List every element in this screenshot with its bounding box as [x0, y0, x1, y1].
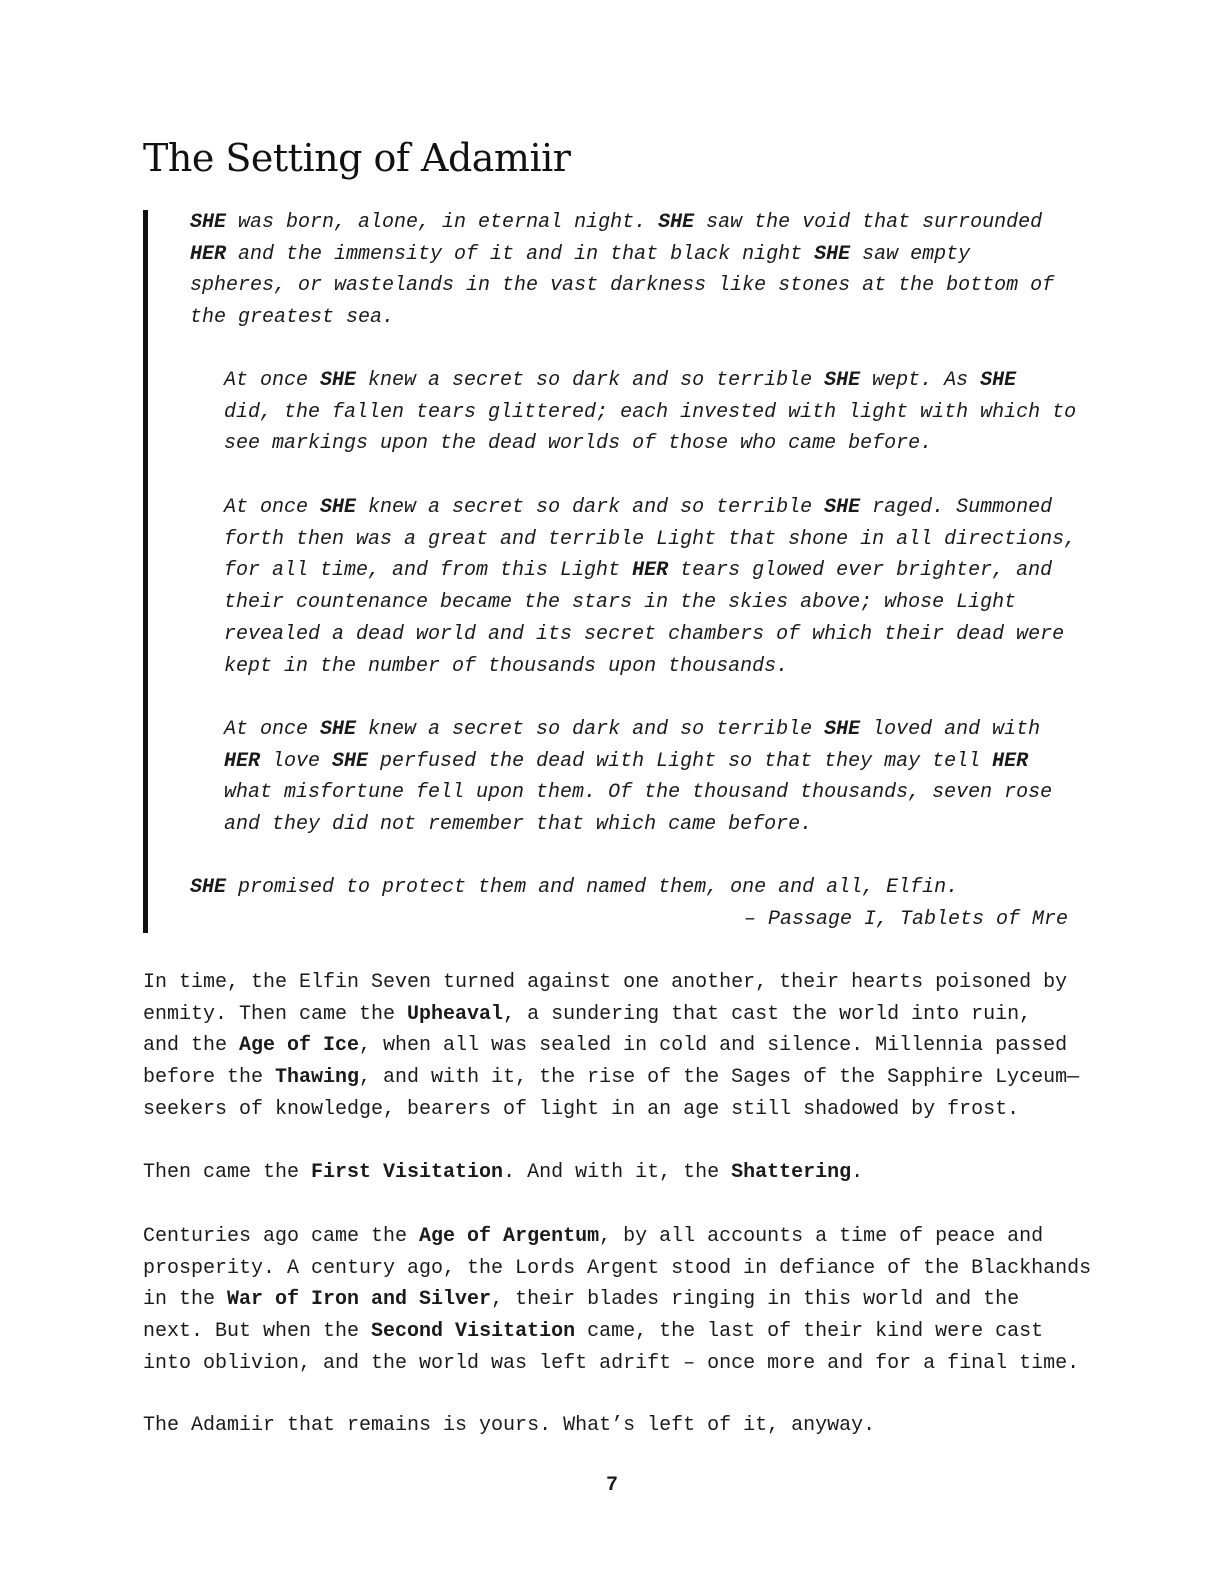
- emphasis: SHE: [332, 749, 369, 773]
- emphasis: SHE: [320, 369, 357, 392]
- text-run: their countenance became the stars in the skies above; whose Light: [224, 591, 1017, 615]
- text-run: , and with it, the rise of the Sages of the Sapphire Lyceum—: [359, 1066, 1080, 1090]
- text-run: , when all was sealed in cold and silence. Millennia passed: [359, 1034, 1068, 1058]
- quote-line: [224, 428, 932, 460]
- quote-line: [190, 302, 394, 334]
- text-run: what misfortune fell upon them. Of the thousand thousands, seven rose: [224, 781, 1053, 805]
- text-run: was born, alone, in eternal night.: [226, 211, 659, 234]
- text-run: , a sundering that cast the world into ruin,: [503, 1002, 1032, 1026]
- text-run: perfused the dead with Light so that they may tell: [368, 749, 993, 773]
- paragraph-line: [143, 1157, 863, 1189]
- emphasis: SHE: [190, 876, 227, 899]
- emphasis: SHE: [814, 242, 851, 266]
- paragraph-line: [143, 1030, 1067, 1062]
- page-number: 7: [605, 1474, 618, 1497]
- paragraph-line: [143, 1094, 1019, 1126]
- text-run: into oblivion, and the world was left adrift – once more and for a final time.: [143, 1351, 1080, 1375]
- paragraph-line: [143, 1253, 1091, 1285]
- quote-line: [190, 872, 958, 904]
- text-run: , by all accounts a time of peace and: [599, 1225, 1044, 1248]
- paragraph-line: [143, 1062, 1079, 1094]
- emphasis: Second Visitation: [371, 1320, 576, 1344]
- emphasis: War of Iron and Silver: [227, 1288, 492, 1312]
- quote-line: [224, 555, 1052, 587]
- text-run: In time, the Elfin Seven turned against one another, their hearts poisoned by: [143, 971, 1068, 994]
- text-run: forth then was a great and terrible Light that shone in all directions,: [224, 527, 1077, 551]
- emphasis: SHE: [320, 496, 357, 519]
- paragraph-line: [143, 1221, 1043, 1253]
- quote-line: [224, 777, 1052, 809]
- emphasis: Age of Argentum: [419, 1225, 600, 1248]
- quote-line: [224, 809, 812, 841]
- quote-line: [224, 714, 1040, 746]
- text-run: . And with it, the: [503, 1161, 732, 1184]
- emphasis: SHE: [824, 718, 861, 741]
- emphasis: Age of Ice: [239, 1034, 360, 1058]
- paragraph-line: [143, 1316, 1043, 1348]
- text-run: Centuries ago came the: [143, 1225, 420, 1248]
- text-run: next. But when the: [143, 1320, 372, 1344]
- text-run: At once: [224, 369, 321, 392]
- text-run: for all time, and from this Light: [224, 559, 633, 583]
- quote-attribution: – Passage I, Tablets of Mre: [743, 908, 1068, 931]
- text-run: knew a secret so dark and so terrible: [356, 369, 825, 392]
- text-run: saw empty: [850, 242, 971, 266]
- text-run: and they did not remember that which came before.: [224, 813, 813, 837]
- text-run: promised to protect them and named them, one and all, Elfin.: [226, 876, 959, 899]
- text-run: kept in the number of thousands upon thousands.: [224, 654, 789, 678]
- text-run: spheres, or wastelands in the vast darkness like stones at the bottom of: [190, 274, 1055, 298]
- paragraph-line: [143, 1284, 1019, 1316]
- text-run: did, the fallen tears glittered; each invested with light with which to: [224, 400, 1077, 424]
- emphasis: First Visitation: [311, 1161, 504, 1184]
- quote-line: [224, 587, 1016, 619]
- text-run: loved and with: [860, 718, 1041, 741]
- quote-line: [224, 397, 1076, 429]
- emphasis: Upheaval: [407, 1002, 504, 1026]
- emphasis: Thawing: [275, 1066, 360, 1090]
- text-run: knew a secret so dark and so terrible: [356, 718, 825, 741]
- emphasis: HER: [224, 749, 261, 773]
- paragraph-line: [143, 1410, 875, 1442]
- emphasis: SHE: [824, 496, 861, 519]
- paragraph-line: [143, 999, 1031, 1031]
- text-run: enmity. Then came the: [143, 1002, 408, 1026]
- emphasis: HER: [992, 749, 1029, 773]
- text-run: saw the void that surrounded: [694, 211, 1043, 234]
- text-run: and the immensity of it and in that black night: [226, 242, 815, 266]
- quote-line: [224, 524, 1076, 556]
- emphasis: HER: [190, 242, 227, 266]
- text-run: seekers of knowledge, bearers of light in an age still shadowed by frost.: [143, 1097, 1020, 1121]
- emphasis: Shattering: [731, 1161, 852, 1184]
- text-run: wept. As: [860, 369, 981, 392]
- emphasis: SHE: [190, 211, 227, 234]
- text-run: knew a secret so dark and so terrible: [356, 496, 825, 519]
- text-run: At once: [224, 718, 321, 741]
- text-run: Then came the: [143, 1161, 312, 1184]
- page-title: The Setting of Adamiir: [143, 136, 571, 180]
- text-run: in the: [143, 1288, 228, 1312]
- text-run: .: [851, 1161, 864, 1184]
- text-run: came, the last of their kind were cast: [575, 1320, 1044, 1344]
- text-run: before the: [143, 1066, 276, 1090]
- text-run: raged. Summoned: [860, 496, 1053, 519]
- emphasis: SHE: [320, 718, 357, 741]
- text-run: prosperity. A century ago, the Lords Argent stood in defiance of the Blackhands: [143, 1256, 1092, 1280]
- paragraph-line: [143, 967, 1067, 999]
- quote-line: [224, 492, 1052, 524]
- quote-line: [224, 651, 788, 683]
- paragraph-line: [143, 1348, 1079, 1380]
- text-run: see markings upon the dead worlds of those who came before.: [224, 432, 933, 456]
- text-run: At once: [224, 496, 321, 519]
- text-run: revealed a dead world and its secret chambers of which their dead were: [224, 622, 1065, 646]
- quote-line: [224, 365, 1016, 397]
- quote-line: [190, 270, 1054, 302]
- text-run: The Adamiir that remains is yours. What’s left of it, anyway.: [143, 1414, 876, 1437]
- text-run: tears glowed ever brighter, and: [668, 559, 1053, 583]
- quote-line: [224, 746, 1028, 778]
- blockquote-bar: [143, 210, 148, 933]
- emphasis: SHE: [980, 369, 1017, 392]
- text-run: the greatest sea.: [190, 306, 395, 330]
- quote-line: [190, 207, 1042, 239]
- text-run: love: [260, 749, 333, 773]
- text-run: , their blades ringing in this world and the: [491, 1288, 1020, 1312]
- text-run: and the: [143, 1034, 240, 1058]
- quote-line: [190, 239, 970, 271]
- quote-line: [224, 619, 1064, 651]
- emphasis: SHE: [658, 211, 695, 234]
- emphasis: HER: [632, 559, 669, 583]
- emphasis: SHE: [824, 369, 861, 392]
